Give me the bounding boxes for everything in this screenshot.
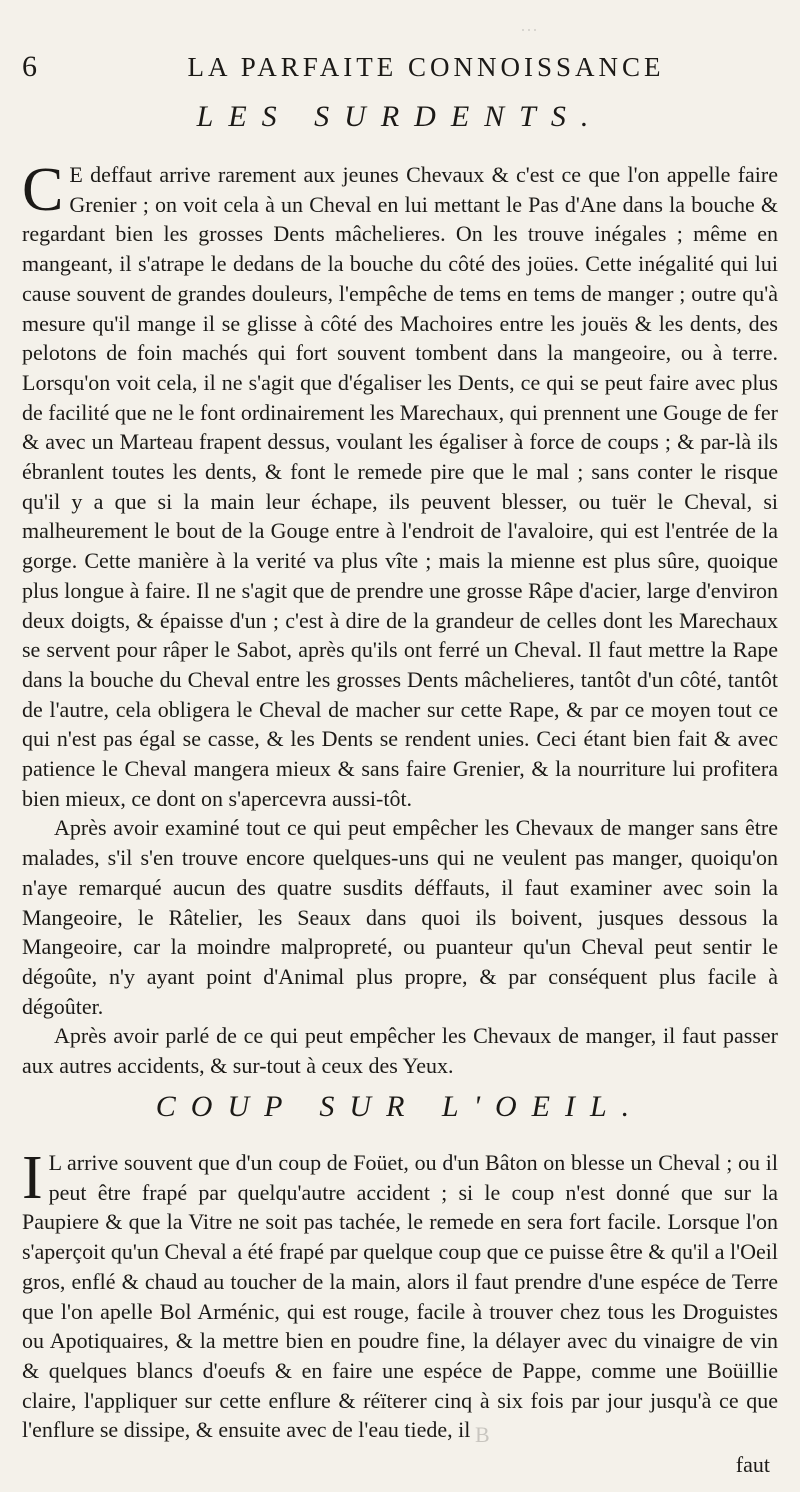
- running-head: LA PARFAITE CONNOISSANCE: [187, 52, 665, 82]
- paragraph-text: L arrive souvent que d'un coup de Foüet, ou d'un Bâton on blesse un Cheval ; ou il peut être frapé par quelqu'autre accident ; si le coup n'est donné que sur la Paupiere & que la Vitre ne soit pas tachée, le remede en sera fort facile. Lorsque l'on s'aperçoit qu'un Cheval a été frapé par quelque coup que ce puisse être & qu'il a l'Oeil gros, enflé & chaud au toucher de la main, alors il faut prendre d'une espéce de Terre que l'on apelle Bol Arménic, qui est rouge, facile à trouver chez tous les Droguistes ou Apotiquaires, & la mettre bien en poudre fine, la délayer avec du vinaigre de vin & quelques blancs d'oeufs & en faire une espéce de Pappe, comme une Boüillie claire, l'appliquer sur cette enflure & réïterer cinq à six fois par jour jusqu'à ce que l'enflure se dissipe, & ensuite avec de l'eau tiede, il: [22, 1150, 778, 1443]
- section-body-surdents: [22, 156, 778, 1081]
- page-header: [22, 50, 770, 86]
- signature-mark: B: [475, 1422, 490, 1447]
- drop-cap: I: [22, 1144, 43, 1212]
- section-title-coup-sur-loeil: COUP SUR L'OEIL.: [155, 1090, 645, 1123]
- section-body-coup-sur-loeil: [22, 1144, 778, 1445]
- paragraph: [22, 1144, 778, 1445]
- paragraph-text: E deffaut arrive rarement aux jeunes Chevaux & c'est ce que l'on appelle faire Grenier ; on voit cela à un Cheval en lui mettant le Pas d'Ane dans la bouche & regardant bien les grosses Dents mâchelieres. On les trouve inégales ; même en mangeant, il s'atrape le dedans de la bouche du côté des joües. Cette inégalité qui lui cause souvent de grandes douleurs, l'empêche de tems en tems de manger ; outre qu'à mesure qu'il mange il se glisse à côté des Machoires entre les jouës & les dents, des pelotons de foin machés qui fort souvent tombent dans la mangeoire, ou à terre. Lorsqu'on voit cela, il ne s'agit que d'égaliser les Dents, ce qui se peut faire avec plus de facilité que ne le font ordinairement les Marechaux, qui prennent une Gouge de fer & avec un Marteau frapent dessus, voulant les égaliser à force de coups ; & par-là ils ébranlent toutes les dents, & font le remede pire que le mal ; sans conter le risque qu'il y a que si la main leur échape, ils peuvent blesser, ou tuër le Cheval, si malheurement le bout de la Gouge entre à l'endroit de l'avaloire, qui est l'entrée de la gorge. Cette manière à la verité va plus vîte ; mais la mienne est plus sûre, quoique plus longue à faire. Il ne s'agit que de prendre une grosse Râpe d'acier, large d'environ deux doigts, & épaisse d'un ; c'est à dire de la grandeur de celles dont les Marechaux se servent pour râper le Sabot, après qu'ils ont ferré un Cheval. Il faut mettre la Rape dans la bouche du Cheval entre les grosses Dents mâchelieres, tantôt d'un côté, tantôt de l'autre, cela obligera le Cheval de macher sur cette Rape, & par ce moyen tout ce qui n'est pas égal se casse, & les Dents se rendent unies. Ceci étant bien fait & avec patience le Cheval mangera mieux & sans faire Grenier, & la nourriture lui profitera bien mieux, ce dont on s'apercevra aussi-tôt.: [22, 162, 778, 811]
- page-number: 6: [22, 50, 37, 83]
- paragraph: Après avoir parlé de ce qui peut empêcher les Chevaux de manger, il faut passer aux autres accidents, & sur-tout à ceux des Yeux.: [22, 1023, 778, 1079]
- paragraph: Après avoir examiné tout ce qui peut empêcher les Chevaux de manger sans être malades, s'il s'en trouve encore quelques-uns qui ne veulent pas manger, quoiqu'on n'aye remarqué aucun des quatre susdits déffauts, il faut examiner avec soin la Mangeoire, le Râtelier, les Seaux dans quoi ils boivent, jusques dessous la Mangeoire, car la moindre malpropreté, ou puanteur qu'un Cheval peut sentir le dégoûte, n'y ayant point d'Animal plus propre, & par conséquent plus facile à dégoûter.: [22, 815, 778, 1019]
- catchword: faut: [735, 1452, 770, 1477]
- section-title-surdents: LES SURDENTS.: [196, 100, 604, 133]
- paragraph: [22, 156, 778, 813]
- drop-cap: C: [22, 156, 64, 224]
- bleed-through-text: ⋯: [520, 20, 538, 40]
